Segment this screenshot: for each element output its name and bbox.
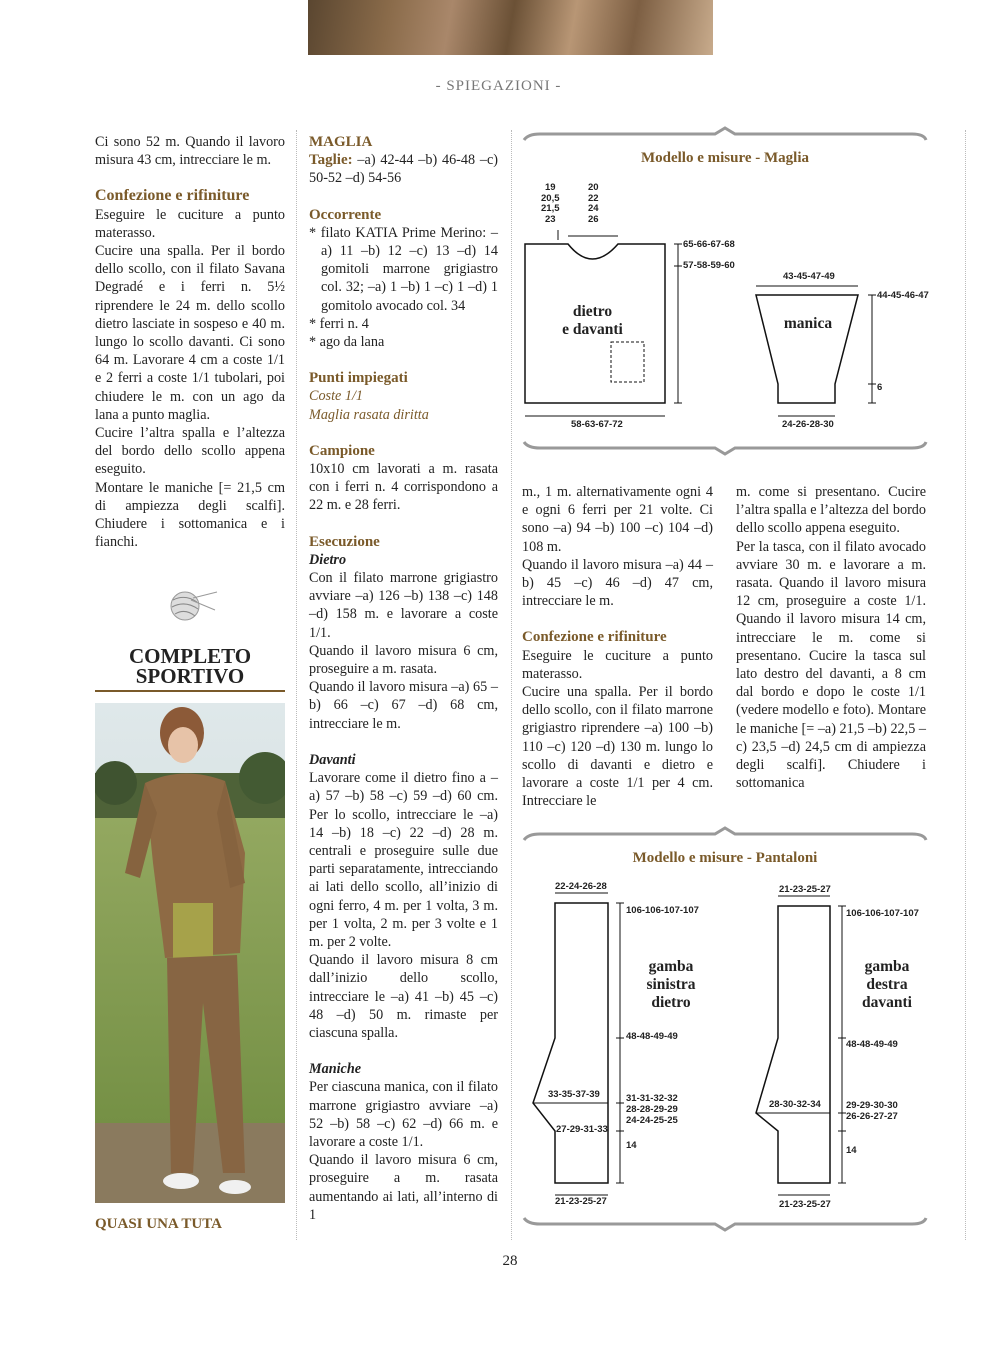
heading-maglia: MAGLIA bbox=[309, 134, 373, 150]
text-paragraph: Eseguire le cuciture a punto materasso. bbox=[95, 206, 285, 241]
title-underline bbox=[95, 690, 285, 692]
dim-label: 44-45-46-47 bbox=[877, 290, 929, 301]
body-piece-label: dietro e davanti bbox=[562, 303, 623, 338]
dim-label: 14 bbox=[626, 1140, 637, 1151]
dim-label: 21-23-25-27 bbox=[779, 1199, 831, 1210]
dim-label: 57-58-59-60 bbox=[683, 260, 735, 271]
dim-label-group: 29-29-30-30 26-26-27-27 bbox=[846, 1100, 898, 1122]
column-2 bbox=[309, 133, 498, 1224]
text-paragraph: Eseguire le cuciture a punto materasso. bbox=[522, 647, 713, 682]
dim-label: 33-35-37-39 bbox=[548, 1089, 600, 1100]
yarn-ball-icon bbox=[163, 588, 219, 624]
leg-label-left: gamba sinistra dietro bbox=[646, 958, 696, 1011]
dim-label: 43-45-47-49 bbox=[783, 271, 835, 282]
diagram-maglia-frame bbox=[520, 126, 930, 456]
text-paragraph: Quando il lavoro misura 8 cm dall’inizio dello scollo, intrecciare le –a) 41 –b) 45 –c) 48 –d) 50 m. rimaste per ciascuna spalla. bbox=[309, 952, 498, 1041]
dim-label: 19 20,5 21,5 23 bbox=[541, 182, 560, 225]
text-paragraph: Ci sono 52 m. Quando il lavoro misura 43 cm, intrecciare le m. bbox=[95, 134, 285, 169]
page-number: 28 bbox=[502, 1253, 518, 1269]
text-paragraph: Montare le maniche [= 21,5 cm di ampiezza degli scalfi]. Chiudere i sottomanica e i fianchi. bbox=[95, 479, 285, 551]
text-paragraph: Quando il lavoro misura 6 cm, proseguire a m. rasata. bbox=[309, 642, 498, 678]
dim-label: 21-23-25-27 bbox=[779, 884, 831, 895]
text-paragraph: Per ciascuna manica, con il filato marrone grigiastro avviare –a) 52 –b) 58 –c) 62 –d) 66 m. e lavorare a coste 1/1. bbox=[309, 1079, 498, 1150]
model-photo bbox=[95, 703, 285, 1203]
text-paragraph: Lavorare come il dietro fino a –a) 57 –b) 58 –c) 59 –d) 60 cm. Per lo scollo, intrecciare le –a) 14 –b) 18 –c) 22 –d) 28 m. centrali e proseguire sulle due parti separatamente, intrecciando ai lati dello scollo, all’inizio di ogni ferro, 4 m. per 1 volta, 3 m. per 1 volta, 2 m. per 3 volte e 1 m. per 2 volte. bbox=[309, 770, 498, 950]
column-4 bbox=[736, 483, 926, 792]
subheading-dietro: Dietro bbox=[309, 551, 347, 568]
column-divider bbox=[511, 130, 512, 1240]
stitch-item: Coste 1/1 bbox=[309, 388, 363, 405]
dim-label-group: 31-31-32-32 28-28-29-29 24-24-25-25 bbox=[626, 1093, 678, 1126]
heading-confezione: Confezione e rifiniture bbox=[95, 187, 250, 205]
text-paragraph: Quando il lavoro misura –a) 44 –b) 45 –c) 46 –d) 47 cm, intrecciare le m. bbox=[522, 556, 713, 610]
text-paragraph: Quando il lavoro misura 6 cm, proseguire a m. rasata aumentando ai lati, all’interno di 1 bbox=[309, 1152, 498, 1223]
subheading-maniche: Maniche bbox=[309, 1061, 362, 1078]
dim-label: 58-63-67-72 bbox=[571, 419, 623, 430]
text-paragraph: 10x10 cm lavorati a m. rasata con i ferri n. 4 corrispondono a 22 m. e 28 ferri. bbox=[309, 461, 498, 514]
column-divider bbox=[296, 130, 297, 1240]
materials-item: * filato KATIA Prime Merino: –a) 11 –b) 12 –c) 13 –d) 14 gomitoli marrone grigiastro col. 32; –a) 1 –b) 1 –c) 1 –d) 1 gomitolo avocado col. 34 bbox=[309, 224, 498, 314]
text-paragraph: Per la tasca, con il filato avocado avviare 30 m. e lavorare a m. rasata. Quando il lavoro misura 12 cm, proseguire a coste 1/1. Quando il lavoro misura 14 cm, intrecciare le m. come si presentano. Cucire la tasca sul lato destro del davanti, a 8 cm dal bordo e dopo le coste 1/1 (vedere modello e foto). Montare le maniche [= –a) 21,5 –b) 22,5 –c) 23,5 –d) 24,5 cm di ampiezza degli scalfi]. Chiudere i sottomanica bbox=[736, 538, 926, 792]
heading-occorrente: Occorrente bbox=[309, 206, 382, 223]
section-header: - SPIEGAZIONI - bbox=[435, 78, 562, 94]
text-paragraph: Cucire una spalla. Per il bordo dello scollo, con il filato marrone grigiastro riprendere –a) 100 –b) 110 –c) 120 –d) 130 m. lungo lo scollo di davanti e dietro e lavorare a coste 1/1 per 4 cm. Intrecciare le bbox=[522, 684, 713, 810]
diagram-maglia-title: Modello e misure - Maglia bbox=[640, 150, 810, 166]
dim-label: 6 bbox=[877, 382, 883, 393]
dim-label: 48-48-49-49 bbox=[846, 1039, 898, 1050]
dim-label: 106-106-107-107 bbox=[626, 905, 699, 916]
dim-label: 65-66-67-68 bbox=[683, 239, 735, 250]
sleeve-label: manica bbox=[783, 315, 833, 332]
text-paragraph: Quando il lavoro misura –a) 65 –b) 66 –c) 67 –d) 68 cm, intrecciare le m. bbox=[309, 679, 498, 732]
text-paragraph: Con il filato marrone grigiastro avviare –a) 126 –b) 138 –c) 148 –d) 158 m. e lavorare a coste 1/1. bbox=[309, 570, 498, 641]
sizes-line: Taglie: –a) 42-44 –b) 46-48 –c) 50-52 –d) 54-56 bbox=[309, 152, 498, 187]
dim-label: 22-24-26-28 bbox=[555, 881, 607, 892]
heading-confezione: Confezione e rifiniture bbox=[522, 629, 667, 646]
column-divider bbox=[965, 130, 966, 1240]
dim-label: 21-23-25-27 bbox=[555, 1196, 607, 1207]
text-paragraph: m. come si presentano. Cucire l’altra spalla e l’altezza del bordo dello scollo appena eseguito. bbox=[736, 484, 926, 537]
text-paragraph: m., 1 m. alternativamente ogni 4 e ogni 6 ferri per 21 volte. Ci sono –a) 94 –b) 100 –c) 104 –d) 108 m. bbox=[522, 484, 713, 555]
column-3 bbox=[522, 483, 713, 810]
column-1 bbox=[95, 133, 285, 551]
text-paragraph: Cucire una spalla. Per il bordo dello scollo, con il filato Savana Degradé e i ferri n. 5½ riprendere le 24 m. dello scollo dietro lasciate in sospeso e 40 m. lungo lo scollo davanti. Ci sono 64 m. Lavorare 4 cm a coste 1/1 e 2 ferri a coste 1/1 tubolari, poi chiudere le m. con un ago da lana a punto maglia. bbox=[95, 243, 285, 423]
stitch-item: Maglia rasata diritta bbox=[309, 406, 429, 423]
subheading-davanti: Davanti bbox=[309, 751, 356, 768]
article-title: COMPLETO SPORTIVO bbox=[128, 644, 252, 688]
leg-label-right: gamba destra davanti bbox=[862, 958, 912, 1011]
dim-label: 14 bbox=[846, 1145, 857, 1156]
dim-label: 27-29-31-33 bbox=[556, 1124, 608, 1135]
text-paragraph: Cucire l’altra spalla e l’altezza del bordo dello scollo appena eseguito. bbox=[95, 425, 285, 478]
heading-esecuzione: Esecuzione bbox=[309, 533, 380, 550]
heading-punti: Punti impiegati bbox=[309, 370, 408, 387]
dim-label: 48-48-49-49 bbox=[626, 1031, 678, 1042]
photo-caption: QUASI UNA TUTA bbox=[95, 1216, 222, 1232]
dim-label: 20 22 24 26 bbox=[588, 182, 599, 225]
dim-label: 28-30-32-34 bbox=[769, 1099, 821, 1110]
top-photo bbox=[308, 0, 713, 55]
diagram-pantaloni-title: Modello e misure - Pantaloni bbox=[632, 850, 818, 866]
dim-label: 106-106-107-107 bbox=[846, 908, 919, 919]
materials-item: * ago da lana bbox=[309, 334, 385, 351]
materials-item: * ferri n. 4 bbox=[309, 315, 369, 332]
heading-campione: Campione bbox=[309, 442, 375, 459]
dim-label: 24-26-28-30 bbox=[782, 419, 834, 430]
